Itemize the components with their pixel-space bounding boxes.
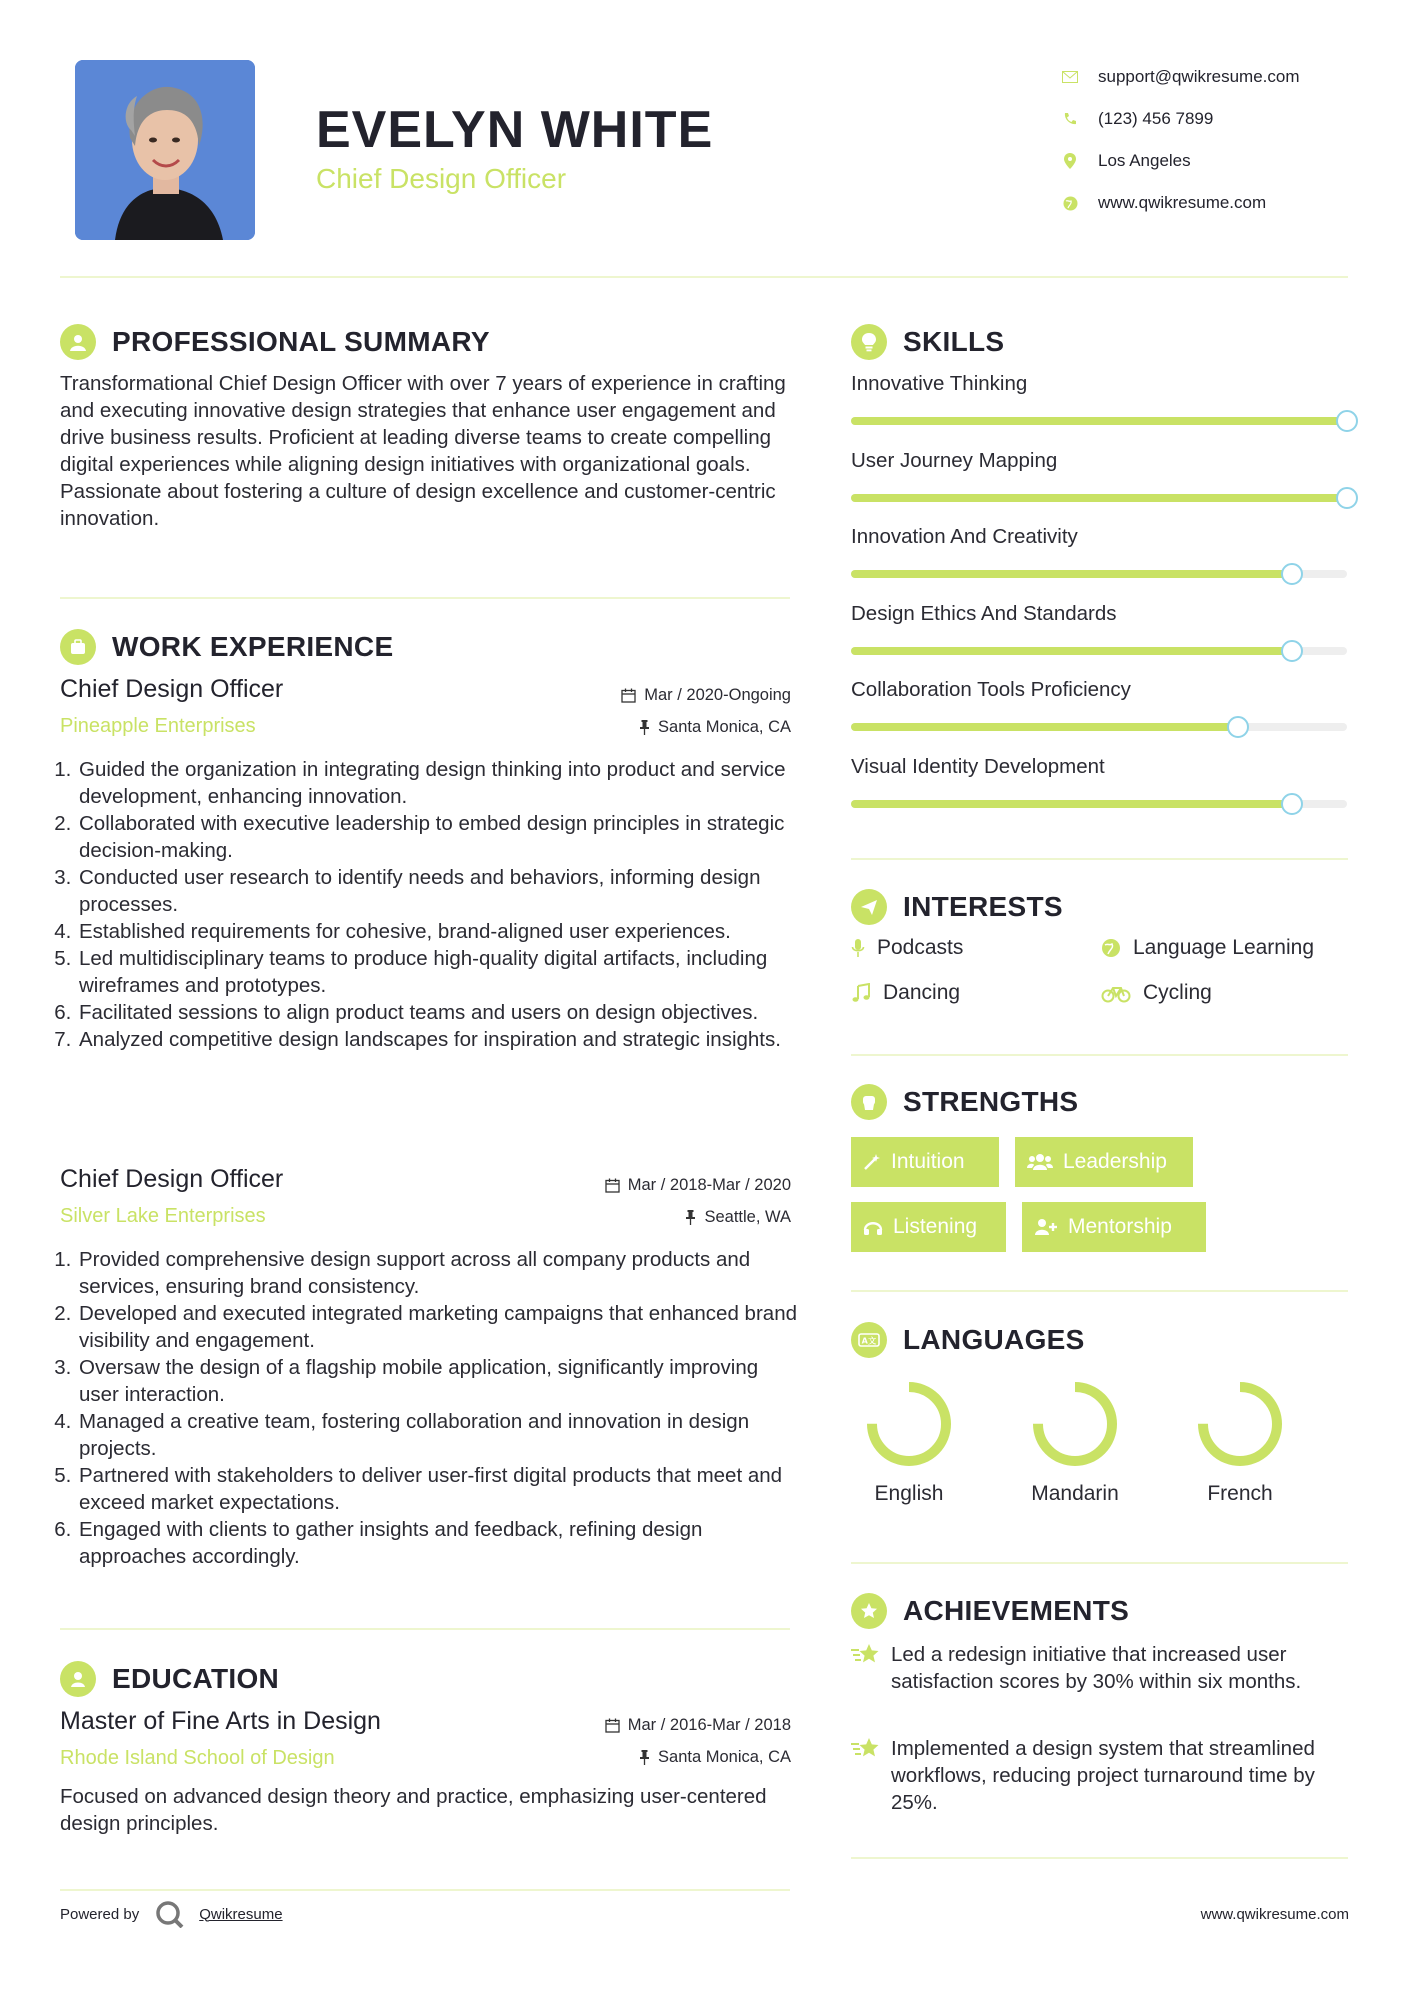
bicycle-icon [1101,983,1131,1003]
list-item: 6. Facilitated sessions to align product teams and users on design objectives. [77,999,800,1026]
star-icon [851,1735,891,1816]
list-item: 1. Provided comprehensive design support across all company products and services, ensuring brand consistency. [77,1246,800,1300]
paper-plane-icon [851,889,887,925]
strength-label: Listening [893,1215,978,1238]
language-ring [863,1378,955,1470]
list-item: 1. Guided the organization in integrating design thinking into product and service development, enhancing innovation. [77,756,800,810]
achievement-item-2 [851,1735,1351,1816]
skill-bar-fill [851,417,1347,425]
powered-by-label: Powered by [60,1905,140,1923]
list-item: 3. Conducted user research to identify needs and behaviors, informing design processes. [77,864,800,918]
calendar-icon [605,1178,620,1193]
language-level-arc [872,1387,946,1461]
job-1-company: Pineapple Enterprises [60,715,256,737]
music-note-icon [851,983,871,1003]
pushpin-icon [639,1750,650,1765]
skill-label: User Journey Mapping [851,448,1058,472]
education-dates-text: Mar / 2016-Mar / 2018 [627,1716,791,1734]
job-2-dates-text: Mar / 2018-Mar / 2020 [627,1176,791,1194]
education-text: Focused on advanced design theory and practice, emphasizing user-centered design principles. [60,1785,767,1835]
education-degree: Master of Fine Arts in Design [60,1707,381,1735]
skill-bar-fill [851,494,1347,502]
skill-level-knob [1281,793,1303,815]
skill-label: Collaboration Tools Proficiency [851,678,1131,701]
skill-bar-track [851,417,1347,425]
headphones-icon [863,1218,883,1236]
summary-divider [60,597,790,599]
strength-leadership [1015,1137,1193,1187]
skill-level-knob [1227,716,1249,738]
pushpin-icon [639,720,650,735]
interests-title: INTERESTS [903,891,1063,922]
language-item [849,1378,969,1506]
languages-title: LANGUAGES [903,1324,1085,1355]
fist-icon [851,1084,887,1120]
job-2-title: Chief Design Officer [60,1165,284,1193]
job-1-dates-text: Mar / 2020-Ongoing [644,686,791,704]
education-dates [605,1716,791,1735]
list-item: 6. Engaged with clients to gather insights and feedback, refining design approaches accordingly. [77,1516,800,1570]
globe-icon [1052,196,1088,211]
skill-bar-track [851,570,1347,578]
list-item: 2. Collaborated with executive leadership to embed design principles in strategic decision-making. [77,810,800,864]
phone-icon [1052,112,1088,126]
skill-level-knob [1281,563,1303,585]
users-icon [1027,1153,1053,1171]
contact-location [1052,140,1372,182]
achievements-divider [851,1857,1348,1859]
graduation-icon [60,1661,96,1697]
list-item: 2. Developed and executed integrated marketing campaigns that enhanced brand visibility and engagement. [77,1300,800,1354]
contact-phone[interactable] [1052,98,1372,140]
interest-dancing [851,981,960,1005]
summary-heading [60,324,490,360]
job-2-location-text: Seattle, WA [704,1208,791,1226]
strength-intuition [851,1137,999,1187]
interests-divider [851,1054,1348,1056]
user-icon [60,324,96,360]
interest-label: Language Learning [1133,936,1315,959]
summary-title: PROFESSIONAL SUMMARY [112,326,490,357]
education-location [639,1748,791,1767]
footer-divider [60,1889,790,1891]
list-item: 5. Led multidisciplinary teams to produce high-quality digital artifacts, including wireframes and prototypes. [77,945,800,999]
interest-label: Cycling [1143,981,1212,1004]
strengths-heading [851,1084,1078,1120]
strength-label: Intuition [891,1150,965,1173]
star-icon [851,1641,891,1695]
job-2-location [685,1208,791,1227]
skill-label: Visual Identity Development [851,754,1105,778]
experience-heading [60,629,393,665]
calendar-icon [621,688,636,703]
language-name: English [874,1482,944,1505]
languages-divider [851,1562,1348,1564]
skill-bar-track [851,494,1347,502]
skill-label: Innovative Thinking [851,372,1028,395]
profile-photo [75,60,255,240]
contact-website-text: www.qwikresume.com [1098,193,1267,212]
interest-cycling [1101,981,1212,1005]
skill-bar-track [851,647,1347,655]
header-divider [60,276,1348,278]
strength-label: Leadership [1063,1150,1167,1173]
contact-email[interactable] [1052,56,1372,98]
job-1-dates [621,686,791,705]
pushpin-icon [685,1210,696,1225]
strength-listening [851,1202,1006,1252]
skill-label: Design Ethics And Standards [851,601,1117,625]
experience-divider [60,1628,790,1630]
language-item [1180,1378,1300,1506]
calendar-icon [605,1718,620,1733]
contact-phone-text: (123) 456 7899 [1098,109,1214,128]
skill-level-knob [1336,487,1358,509]
education-location-text: Santa Monica, CA [658,1748,791,1766]
education-school: Rhode Island School of Design [60,1747,335,1769]
envelope-icon [1052,71,1088,83]
skill-bar-fill [851,570,1292,578]
summary-text: Transformational Chief Design Officer with over 7 years of experience in crafting and executing innovative design strategies that enhance user engagement and drive business results. Proficient at leading diverse teams to create compelling digital experiences while aligning design initiatives with organizational goals. Passionate about fostering a culture of design excellence and customer-centric innovation. [60,372,786,530]
job-2-dates [605,1176,791,1195]
qwikresume-link[interactable]: Qwikresume [199,1905,283,1923]
language-level-arc [1038,1387,1112,1461]
job-1-location [639,718,791,737]
job-1-location-text: Santa Monica, CA [658,718,791,736]
interest-label: Podcasts [877,936,964,959]
languages-heading [851,1322,1085,1358]
briefcase-icon [60,629,96,665]
education-heading [60,1661,279,1697]
interest-label: Dancing [883,981,961,1004]
skills-heading [851,324,1004,360]
education-title: EDUCATION [112,1663,280,1694]
footer-website[interactable]: www.qwikresume.com [1200,1906,1349,1923]
candidate-name: EVELYN WHITE [316,101,714,159]
skill-bar-track [851,723,1347,731]
skills-title: SKILLS [903,326,1005,357]
lightbulb-icon [851,324,887,360]
skill-level-knob [1281,640,1303,662]
list-item: 3. Oversaw the design of a flagship mobile application, significantly improving user interaction. [77,1354,800,1408]
globe-icon [1101,938,1121,958]
skill-bar-track [851,800,1347,808]
language-ring [1194,1378,1286,1470]
experience-title: WORK EXPERIENCE [112,631,394,662]
list-item: 4. Managed a creative team, fostering collaboration and innovation in design projects. [77,1408,800,1462]
job-1-title: Chief Design Officer [60,675,284,703]
star-badge-icon [851,1593,887,1629]
language-name: Mandarin [1031,1482,1119,1505]
achievement-text: Implemented a design system that streamlined workflows, reducing project turnaround time by 25%. [891,1737,1315,1814]
interests-heading [851,889,1063,925]
skills-divider [851,858,1348,860]
interest-language-learning [1101,936,1314,960]
contact-email-text: support@qwikresume.com [1098,67,1300,86]
qwikresume-logo-icon [155,1900,185,1928]
job-1-items [58,756,800,1053]
language-item [1015,1378,1135,1506]
svg-text:A文: A文 [861,1336,877,1346]
contact-list [1052,56,1372,224]
footer-powered-by [60,1900,283,1928]
achievements-title: ACHIEVEMENTS [903,1595,1130,1626]
map-pin-icon [1052,153,1088,169]
skill-bar-fill [851,800,1292,808]
candidate-role: Chief Design Officer [316,163,567,194]
interest-podcasts [851,936,963,960]
language-ring [1029,1378,1121,1470]
language-icon [851,1322,887,1358]
strength-mentorship [1022,1202,1206,1252]
strengths-title: STRENGTHS [903,1086,1079,1117]
achievement-text: Led a redesign initiative that increased user satisfaction scores by 30% within six months. [891,1643,1302,1693]
skill-label: Innovation And Creativity [851,525,1078,548]
job-2-company: Silver Lake Enterprises [60,1205,266,1227]
list-item: 4. Established requirements for cohesive, brand-aligned user experiences. [77,918,800,945]
job-2-items [58,1246,800,1570]
skill-level-knob [1336,410,1358,432]
strengths-divider [851,1290,1348,1292]
achievements-heading [851,1593,1129,1629]
list-item: 5. Partnered with stakeholders to deliver user-first digital products that meet and exceed market expectations. [77,1462,800,1516]
strength-label: Mentorship [1068,1215,1172,1238]
language-name: French [1207,1482,1273,1505]
list-item: 7. Analyzed competitive design landscapes for inspiration and strategic insights. [77,1026,800,1053]
skill-bar-fill [851,647,1292,655]
contact-location-text: Los Angeles [1098,151,1191,170]
user-plus-icon [1034,1218,1058,1236]
achievement-item-1 [851,1641,1351,1695]
language-level-arc [1203,1387,1277,1461]
skill-bar-fill [851,723,1238,731]
microphone-icon [851,938,865,958]
magic-wand-icon [863,1153,881,1171]
contact-website[interactable] [1052,182,1372,224]
